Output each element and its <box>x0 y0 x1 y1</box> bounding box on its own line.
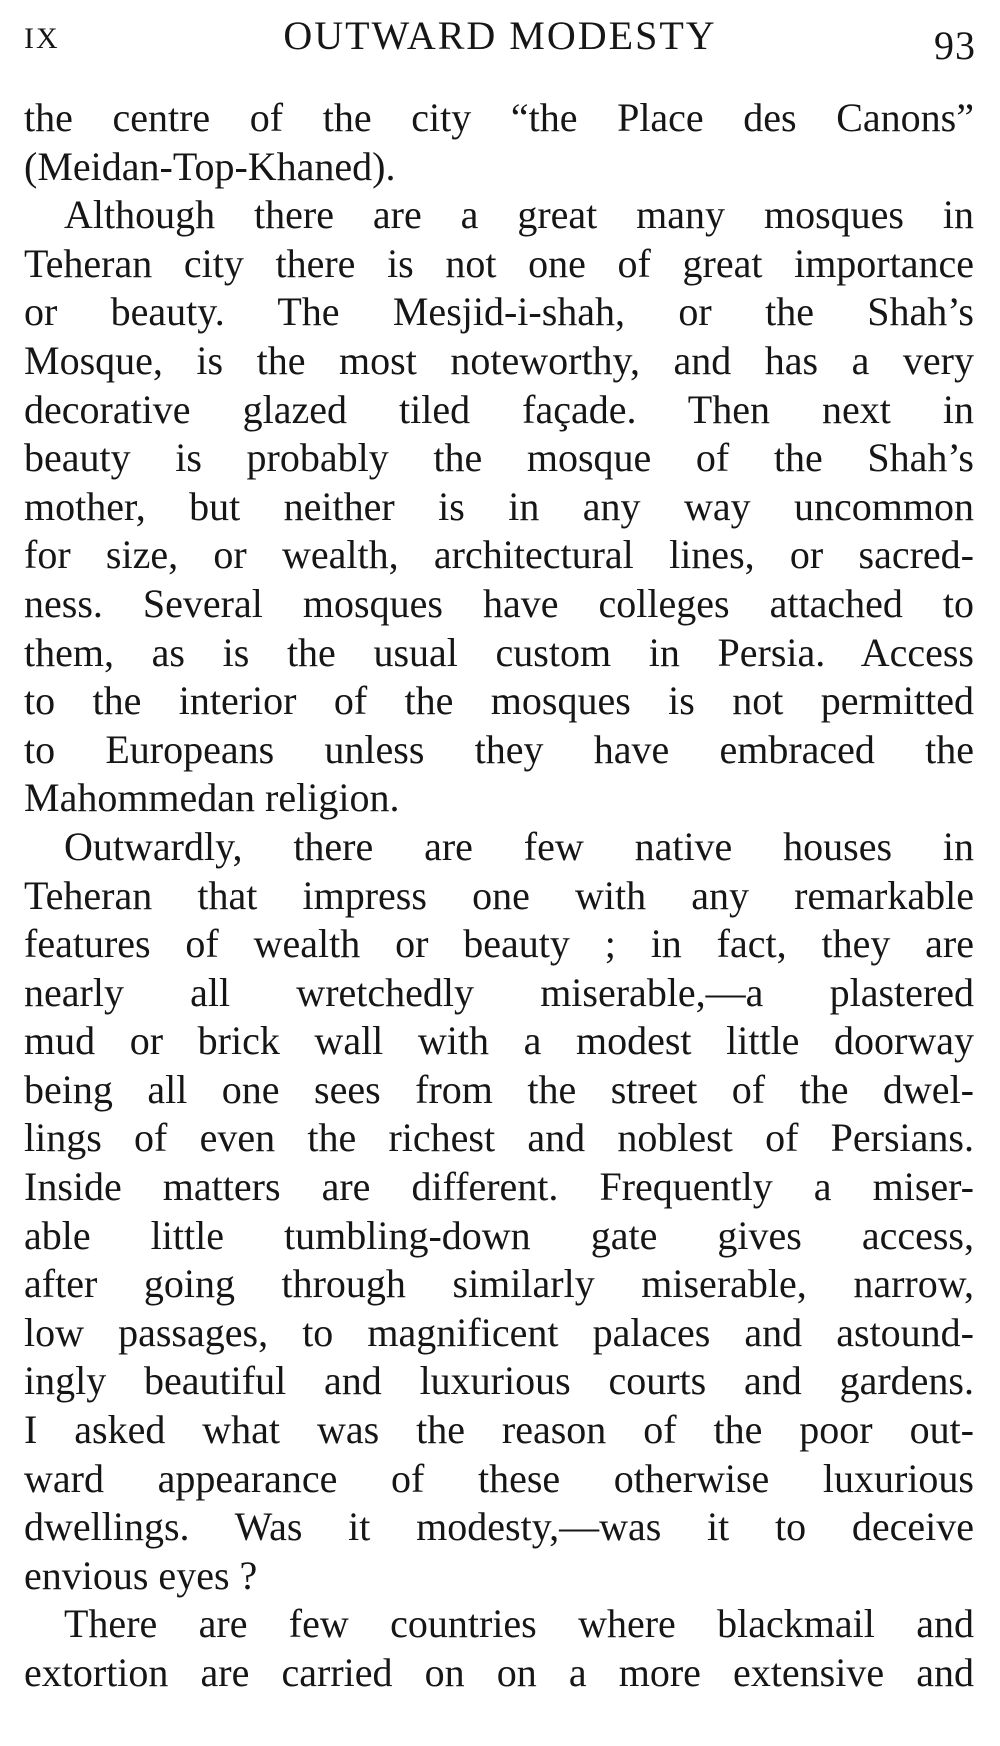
text-line: ward appearance of these otherwise luxurious <box>24 1455 974 1501</box>
text-line: features of wealth or beauty ; in fact, they are <box>24 921 974 967</box>
text-line: them, as is the usual custom in Persia. Access <box>24 629 974 675</box>
text-line: the centre of the city “the Place des Canons” <box>24 95 974 140</box>
paragraph <box>24 94 974 191</box>
text-line: (Meidan-Top-Khaned). <box>24 143 396 189</box>
text-line: able little tumbling-down gate gives access, <box>24 1212 974 1258</box>
text-line: I asked what was the reason of the poor out- <box>24 1407 974 1453</box>
text-line: beauty is probably the mosque of the Shah’s <box>24 435 974 481</box>
chapter-number: IX <box>24 22 60 55</box>
page-number: 93 <box>934 23 976 68</box>
text-line: Teheran that impress one with any remarkable <box>24 872 974 918</box>
text-line: Teheran city there is not one of great importance <box>24 240 974 286</box>
text-line: dwellings. Was it modesty,—was it to deceive <box>24 1504 974 1550</box>
text-line: to Europeans unless they have embraced the <box>24 726 974 772</box>
text-line: mother, but neither is in any way uncommon <box>24 483 974 529</box>
text-line: Mahommedan religion. <box>24 775 400 821</box>
text-line: mud or brick wall with a modest little doorway <box>24 1018 974 1064</box>
text-line: extortion are carried on on a more extensive and <box>24 1650 974 1695</box>
text-line: after going through similarly miserable, narrow, <box>24 1261 974 1307</box>
text-line: ness. Several mosques have colleges attached to <box>24 580 974 626</box>
text-line: envious eyes ? <box>24 1552 258 1598</box>
text-line: nearly all wretchedly miserable,—a plastered <box>24 969 974 1015</box>
paragraph <box>24 191 974 823</box>
body-text <box>24 94 974 1698</box>
text-line: to the interior of the mosques is not permitted <box>24 678 974 724</box>
text-line: decorative glazed tiled façade. Then next in <box>24 386 974 432</box>
running-title: OUTWARD MODESTY <box>283 13 717 58</box>
text-line: lings of even the richest and noblest of Persians. <box>24 1115 974 1161</box>
text-line: ingly beautiful and luxurious courts and gardens. <box>24 1358 974 1404</box>
text-line: Inside matters are different. Frequently a miser- <box>24 1164 974 1210</box>
running-head <box>22 8 978 68</box>
text-line: low passages, to magnificent palaces and astound- <box>24 1309 974 1355</box>
text-line: being all one sees from the street of the dwel- <box>24 1066 974 1112</box>
text-line: Mosque, is the most noteworthy, and has a very <box>24 337 974 383</box>
text-line: There are few countries where blackmail and <box>64 1601 974 1647</box>
text-line: Outwardly, there are few native houses in <box>64 823 974 869</box>
paragraph <box>24 823 974 1601</box>
text-line: Although there are a great many mosques in <box>64 192 974 238</box>
text-line: for size, or wealth, architectural lines, or sacred- <box>24 532 974 578</box>
text-line: or beauty. The Mesjid-i-shah, or the Shah’s <box>24 289 974 335</box>
paragraph <box>24 1600 974 1697</box>
